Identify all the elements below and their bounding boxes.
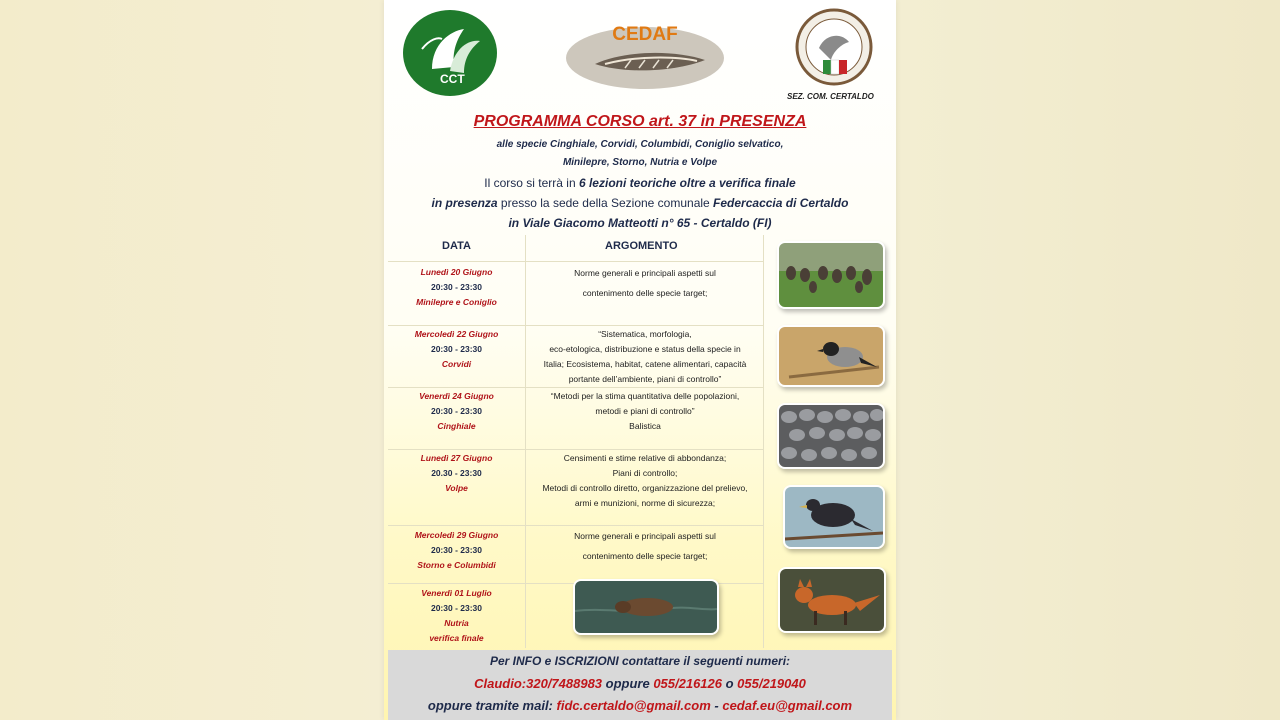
- contact-footer: [388, 650, 892, 720]
- contact-phones: Claudio:320/7488983 oppure 055/216126 o 055/219040: [474, 676, 806, 691]
- phone-2[interactable]: 055/219040: [737, 676, 806, 691]
- nutria-photo: [573, 579, 719, 635]
- info-line-1: Il corso si terrà in 6 lezioni teoriche oltre a verifica finale: [484, 176, 796, 190]
- crow-photo: [777, 325, 885, 387]
- schedule-topic: “Sistematica, morfologia, eco-etologica, distribuzione e status della specie in Italia; Ecosistema, habitat, catene alimentari, capacità portante dell’ambiente, piani di controllo”: [543, 329, 747, 384]
- schedule-date: Venerdì 24 Giugno 20:30 - 23:30 Cinghiale: [419, 391, 494, 431]
- species-line-2: Minilepre, Storno, Nutria e Volpe: [562, 157, 718, 168]
- starling-photo: [783, 485, 885, 549]
- federcaccia-logo: [795, 8, 873, 86]
- schedule-topic: “Metodi per la stima quantitativa delle popolazioni, metodi e piani di controllo” Balistica: [550, 391, 740, 431]
- column-header-argomento: ARGOMENTO: [605, 240, 678, 252]
- cedaf-logo-text: CEDAF: [612, 24, 678, 45]
- info-line-3: in Viale Giacomo Matteotti n° 65 - Certaldo (FI): [508, 216, 772, 230]
- schedule-date: Mercoledì 29 Giugno 20:30 - 23:30 Storno e Columbidi: [414, 530, 499, 570]
- cedaf-logo: [565, 20, 725, 90]
- section-label: SEZ. COM. CERTALDO: [787, 92, 874, 101]
- hares-photo: [777, 241, 885, 309]
- cct-logo-text: CCT: [440, 72, 465, 86]
- page-title: PROGRAMMA CORSO art. 37 in PRESENZA: [473, 113, 807, 130]
- cct-logo: [402, 9, 498, 97]
- info-line-2: in presenza presso la sede della Sezione comunale Federcaccia di Certaldo: [431, 196, 849, 210]
- schedule-date: Lunedì 27 Giugno 20.30 - 23:30 Volpe: [420, 453, 493, 493]
- fox-photo: [778, 567, 886, 633]
- phone-1[interactable]: 055/216126: [653, 676, 722, 691]
- phone-claudio[interactable]: Claudio:320/7488983: [474, 676, 603, 691]
- schedule-topic: Censimenti e stime relative di abbondanza; Piani di controllo; Metodi di controllo diretto, organizzazione del prelievo, armi e munizioni, norme di sicurezza;: [542, 453, 748, 508]
- schedule-table: [388, 235, 890, 648]
- pigeons-photo: [777, 403, 885, 469]
- email-1[interactable]: fidc.certaldo@gmail.com: [556, 698, 711, 713]
- email-2[interactable]: cedaf.eu@gmail.com: [722, 698, 853, 713]
- contact-heading: Per INFO e ISCRIZIONI contattare il seguenti numeri:: [489, 654, 791, 668]
- column-header-data: DATA: [442, 240, 471, 252]
- schedule-topic: Norme generali e principali aspetti sul contenimento delle specie target;: [574, 268, 716, 298]
- schedule-date: Venerdì 01 Luglio 20:30 - 23:30 Nutria verifica finale: [421, 588, 492, 643]
- flyer: [384, 0, 896, 720]
- schedule-date: Lunedì 20 Giugno 20:30 - 23:30 Minilepre e Coniglio: [416, 267, 497, 307]
- schedule-date: Mercoledì 22 Giugno 20:30 - 23:30 Corvidi: [414, 329, 499, 369]
- species-line-1: alle specie Cinghiale, Corvidi, Columbidi, Coniglio selvatico,: [496, 139, 784, 150]
- contact-emails: oppure tramite mail: fidc.certaldo@gmail.com - cedaf.eu@gmail.com: [427, 698, 853, 713]
- schedule-topic: Norme generali e principali aspetti sul contenimento delle specie target;: [574, 531, 716, 561]
